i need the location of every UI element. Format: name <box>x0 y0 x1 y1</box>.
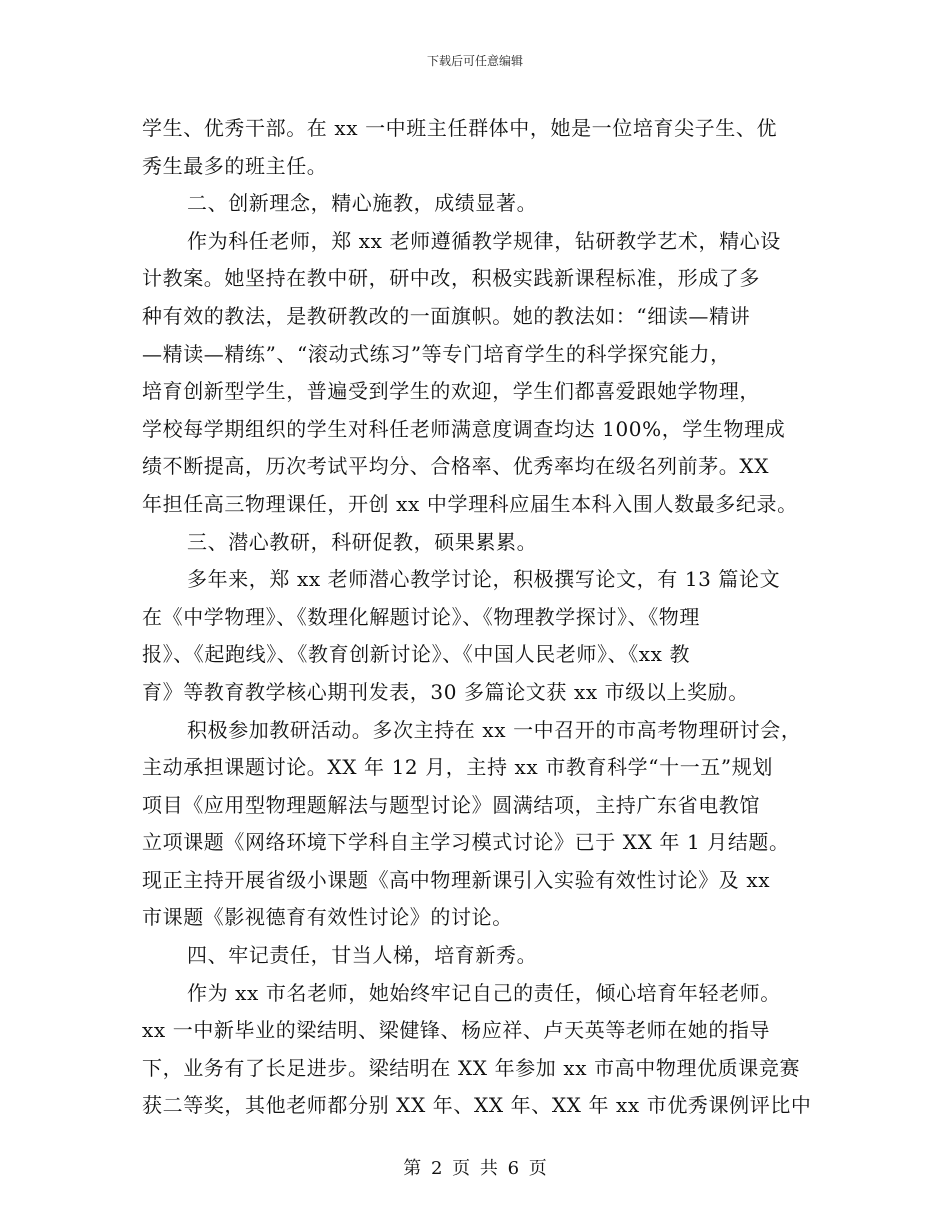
text-line: 获二等奖，其他老师都分别 XX 年、XX 年、XX 年 xx 市优秀课例评比中 <box>142 1093 812 1118</box>
text-line: 作为 xx 市名老师，她始终牢记自己的责任，倾心培育年轻老师。 <box>187 980 781 1005</box>
paragraph <box>142 712 810 938</box>
text-line: 现正主持开展省级小课题《高中物理新课引入实验有效性讨论》及 xx <box>142 867 771 892</box>
paragraph <box>142 110 810 185</box>
text-line: 育》等教育教学核心期刊发表，30 多篇论文获 xx 市级以上奖励。 <box>142 679 749 704</box>
text-line: 秀生最多的班主任。 <box>142 153 328 178</box>
text-line: 种有效的教法，是教研教改的一面旗帜。她的教法如：“细读—精讲 <box>142 303 751 328</box>
text-line: 市课题《影视德育有效性讨论》的讨论。 <box>142 905 513 930</box>
text-line: 作为科任老师，郑 xx 老师遵循教学规律，钻研教学艺术，精心设 <box>187 228 781 253</box>
text-line: 年担任高三物理课任，开创 xx 中学理科应届生本科入围人数最多纪录。 <box>142 491 798 516</box>
document-body <box>142 110 810 1125</box>
text-line: 学校每学期组织的学生对科任老师满意度调查均达 100%，学生物理成 <box>142 416 786 441</box>
text-line: —精读—精练”、“滚动式练习”等专门培育学生的科学探究能力， <box>142 341 731 366</box>
paragraph <box>142 937 810 975</box>
text-line: 四、牢记责任，甘当人梯，培育新秀。 <box>187 943 538 968</box>
text-line: 积极参加教研活动。多次主持在 xx 一中召开的市高考物理研讨会， <box>187 717 802 742</box>
text-line: 多年来，郑 xx 老师潜心教学讨论，积极撰写论文，有 13 篇论文 <box>187 567 781 592</box>
page-header: 下载后可任意编辑 <box>426 54 523 68</box>
page-footer: 第 2 页 共 6 页 <box>403 1158 547 1179</box>
text-line: 计教案。她坚持在教中研，研中改，积极实践新课程标准，形成了多 <box>142 266 760 291</box>
text-line: 立项课题《网络环境下学科自主学习模式讨论》已于 XX 年 1 月结题。 <box>142 830 790 855</box>
text-line: 在《中学物理》、《数理化解题讨论》、《物理教学探讨》、《物理 <box>142 604 700 629</box>
text-line: 学生、优秀干部。在 xx 一中班主任群体中，她是一位培育尖子生、优 <box>142 116 778 140</box>
paragraph <box>142 185 810 223</box>
paragraph <box>142 223 810 524</box>
text-line: 报》、《起跑线》、《教育创新讨论》、《中国人民老师》、《xx 教 <box>142 642 691 667</box>
text-line: 绩不断提高，历次考试平均分、合格率、优秀率均在级名列前茅。XX <box>142 454 770 479</box>
paragraph <box>142 975 810 1125</box>
text-line: 主动承担课题讨论。XX 年 12 月，主持 xx 市教育科学“十一五”规划 <box>142 755 773 780</box>
text-line: 三、潜心教研，科研促教，硕果累累。 <box>187 529 538 554</box>
paragraph <box>142 561 810 711</box>
text-line: xx 一中新毕业的梁结明、梁健锋、杨应祥、卢天英等老师在她的指导 <box>142 1018 771 1043</box>
text-line: 下，业务有了长足进步。梁结明在 XX 年参加 xx 市高中物理优质课竞赛 <box>142 1055 801 1080</box>
text-line: 二、创新理念，精心施教，成绩显著。 <box>187 191 538 216</box>
text-line: 项目《应用型物理题解法与题型讨论》圆满结项，主持广东省电教馆 <box>142 792 760 817</box>
text-line: 培育创新型学生，普遍受到学生的欢迎，学生们都喜爱跟她学物理， <box>142 379 760 404</box>
paragraph <box>142 524 810 562</box>
